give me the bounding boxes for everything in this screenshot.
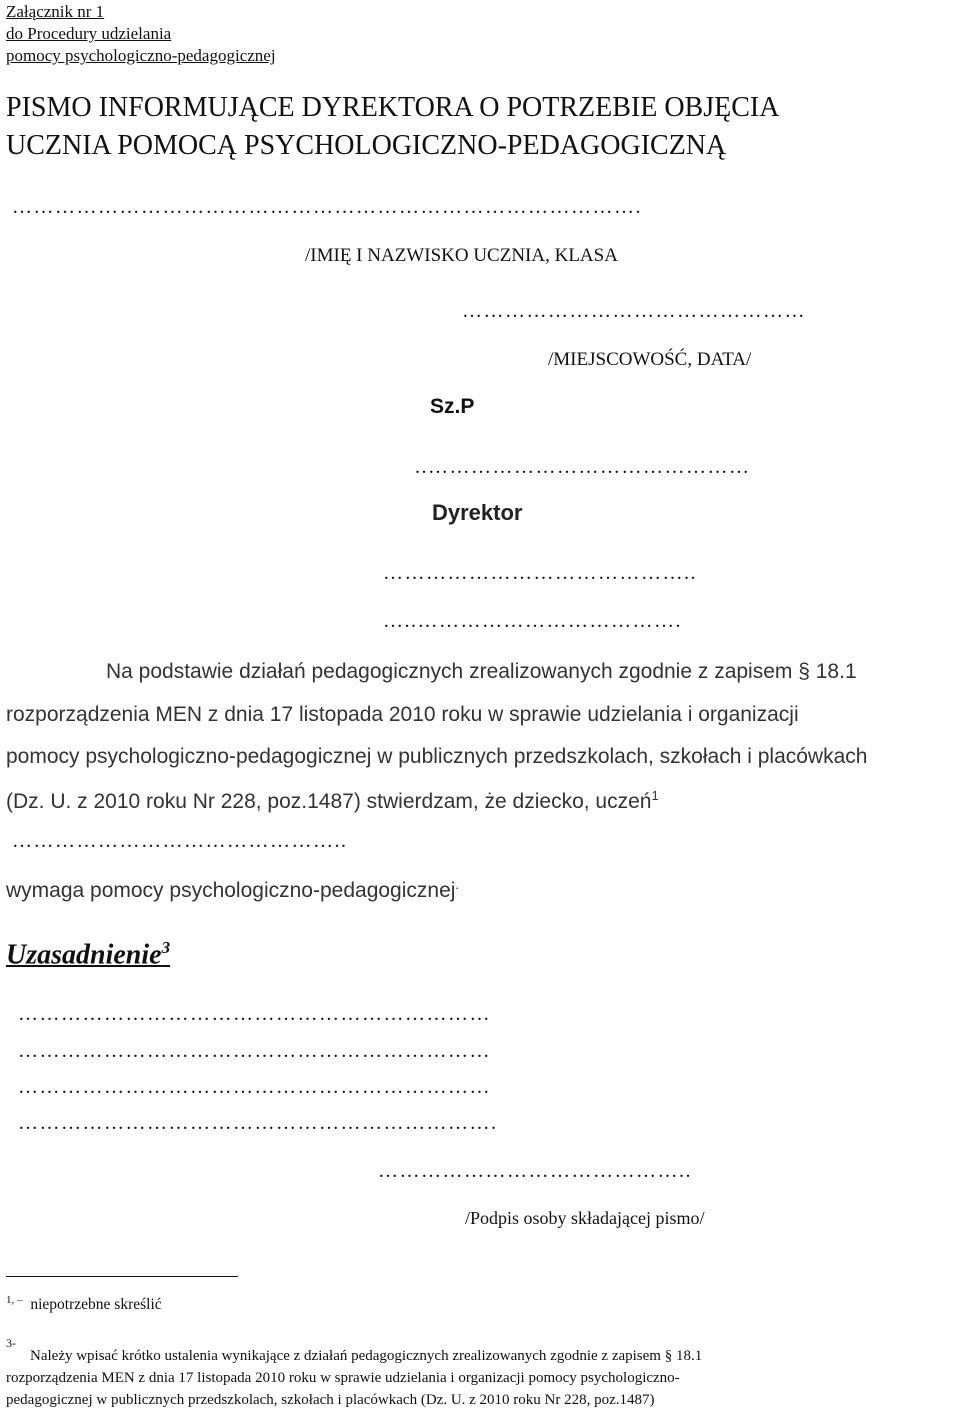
footnote-3-line-3: pedagogicznej w publicznych przedszkolach, szkołach i placówkach (Dz. U. z 2010 roku Nr 228, poz.1487) [6,1392,655,1408]
justification-dots-3: ………………………………………………………… [18,1076,491,1098]
annex-line-2: do Procedury udzielania [6,24,172,43]
justification-dots-2: ………………………………………………………… [18,1040,491,1062]
body-line-4-text: (Dz. U. z 2010 roku Nr 228, poz.1487) stwierdzam, że dziecko, uczeń [6,790,652,813]
recipient-dots: ..……………………………………… [415,456,751,478]
body-line-5-sup: . [455,877,460,892]
document-title-line-1: PISMO INFORMUJĄCE DYREKTORA O POTRZEBIE OBJĘCIA [6,92,780,123]
footnote-3-line-2: rozporządzenia MEN z dnia 17 listopada 2010 roku w sprawie udzielania i organizacji pomocy psychologiczno- [6,1370,680,1386]
justification-dots-1: ………………………………………………………… [18,1003,491,1025]
recipient-dots-3: …..………………………………. [383,610,682,632]
recipient-school: Sz.P [430,395,475,418]
student-name-label: /IMIĘ I NAZWISKO UCZNIA, KLASA [305,245,618,266]
footnote-1 [6,1294,162,1314]
student-name-dots: ……………………………………………………………………………. [12,196,642,218]
annex-line-1: Załącznik nr 1 [6,2,105,21]
footnote-1-mark: 1, – [6,1294,23,1306]
body-line-1: Na podstawie działań pedagogicznych zrealizowanych zgodnie z zapisem § 18.1 [106,660,857,683]
body-line-3: pomocy psychologiczno-pedagogicznej w publicznych przedszkolach, szkołach i placówkach [6,745,868,768]
annex-line-3: pomocy psychologiczno-pedagogicznej [6,46,276,65]
body-line-4 [6,788,954,814]
place-date-dots: ………………………………………… [462,300,806,322]
signature-dots: …………………………………….. [378,1160,692,1182]
body-line-2: rozporządzenia MEN z dnia 17 listopada 2010 roku w sprawie udzielania i organizacji [6,703,799,726]
justification-heading [6,938,170,971]
footnote-3-line-1: Należy wpisać krótko ustalenia wynikające z działań pedagogicznych zrealizowanych zgodnie z zapisem § 18.1 [30,1348,703,1364]
footnote-separator [6,1276,238,1277]
recipient-dots-2: …………………………………….. [383,562,697,584]
signature-label: /Podpis osoby składającej pismo/ [465,1208,705,1228]
document-title-line-2: UCZNIA POMOCĄ PSYCHOLOGICZNO-PEDAGOGICZNĄ [6,130,727,161]
place-date-label: /MIEJSCOWOŚĆ, DATA/ [548,349,752,370]
recipient-role: Dyrektor [432,500,523,525]
justification-dots-4: …………………………………………………………. [18,1112,498,1134]
body-line-5 [6,877,954,903]
footnote-ref-1: 1 [651,788,659,803]
footnote-3-mark: 3- [6,1336,16,1350]
justification-heading-text: Uzasadnienie [6,939,162,971]
footnote-1-text: niepotrzebne skreślić [30,1296,162,1314]
footnote-ref-3: 3 [161,938,171,957]
body-child-dots: ……………………………………….. [12,830,348,852]
body-line-5-text: wymaga pomocy psychologiczno-pedagogicznej [6,879,456,902]
